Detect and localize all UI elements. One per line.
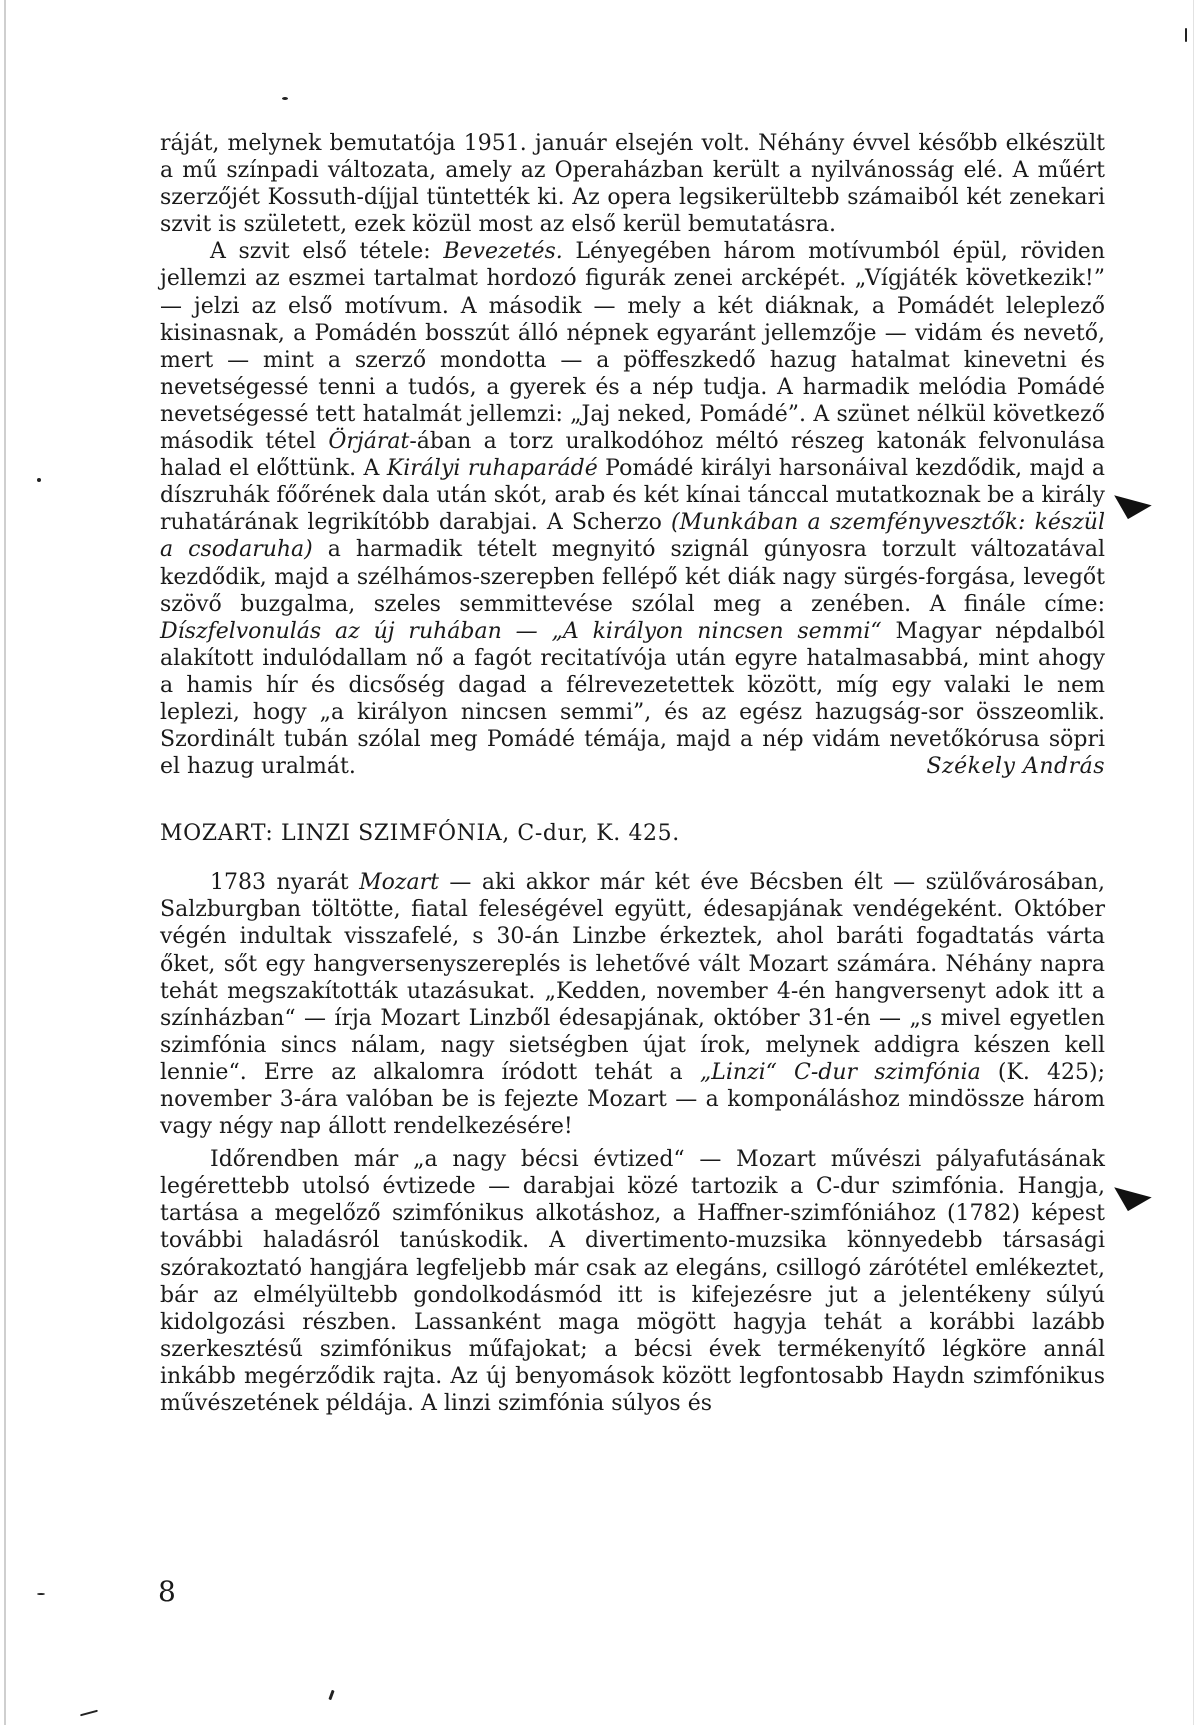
movement-title-finale: Díszfelvonulás az új ruhában — „A királyon nincsen semmi“ (160, 618, 882, 644)
movement-title-bevezetes: Bevezetés. (443, 239, 563, 265)
text-run: A szvit első tétele: (210, 239, 444, 265)
text-run: -ában a torz uralkodóhoz méltó részeg katonák felvonulása halad el előttünk. A (160, 429, 1105, 482)
text-run: a harmadik tételt megnyitó szignál gúnyosra torzult változatával kezdődik, majd a szélhámos-szerepben fellépő két diák nagy sürgés-forgása, levegőt szövő buzgalma, szeles semmittevése szólal meg a zenében. A finále címe: (160, 537, 1106, 617)
section-title: MOZART: LINZI SZIMFÓNIA, C-dur, K. 425. (160, 821, 680, 847)
work-title-linzi: „Linzi“ C-dur szimfónia (699, 1059, 981, 1085)
paragraph-suite-description (160, 238, 1105, 780)
scan-speck (37, 1593, 45, 1595)
scan-speck (282, 97, 288, 100)
movement-title-scherzo: (Munkában a szemfényvesztők: készül a csodaruha) (160, 510, 1105, 563)
scan-speck (1185, 28, 1187, 42)
scan-mark: ◣ (1109, 1165, 1155, 1216)
paragraph-opera-history: ráját, melynek bemutatója 1951. január elsején volt. Néhány évvel később elkészült a mű színpadi változata, amely az Operaházban került a nyilvánosság elé. A műért szerzőjét Kossuth-díjjal tüntették ki. Az opera legsikerültebb számaiból két zenekari szvit is született, ezek közül most az első kerül bemutatásra. (160, 131, 1105, 238)
scan-speck (37, 478, 41, 482)
movement-title-orjarat: Örjárat (328, 429, 410, 455)
page-number: 8 (158, 1575, 176, 1608)
composer-name: Mozart (359, 870, 439, 896)
text-run: Pomádé királyi harsonáival kezdődik, majd a díszruhák főőrének dala után skót, arab és két kínai tánccal mutatkoznak be a király ruhatárának legrikítóbb darabjai. A Scherzo (160, 456, 1105, 536)
text-run: (K. 425); november 3-ára valóban be is fejezte Mozart — a komponáláshoz mindössze három vagy négy nap állott rendelkezésére! (160, 1059, 1106, 1140)
text-column (160, 130, 1105, 1417)
movement-title-kiralyi-ruhaparade: Királyi ruhaparádé (386, 456, 598, 482)
paragraph-linz-analysis: Időrendben már „a nagy bécsi évtized“ — Mozart művészi pályafutásának legérettebb utolsó évtizede — darabjai közé tartozik a C-dur szimfónia. Hangja, tartása a megelőző szimfónikus alkotáshoz, a Haffner-szimfóniához (1782) képest további haladásról tanúskodik. A divertimento-muzsika könnyedebb társasági szórakoztató hangjára legfeljebb már csak az elegáns, csillogó zárótétel emlékeztet, bár az elmélyültebb gondolkodásmód itt is kifejezésre jut a jelentékeny súlyú kidolgozási részben. Lassanként maga mögött hagyja tehát a korábbi lazább szerkesztésű szimfónikus műfajokat; a bécsi évek termékenyítő légköre annál inkább megérződik rajta. Az új benyomások között legfontosabb Haydn szimfónikus művészetének példája. A linzi szimfónia súlyos és (160, 1147, 1105, 1417)
author-signature: Székely András (926, 754, 1105, 780)
text-run: Magyar népdalból alakított indulódallam nő a fagót recitatívója után egyre hatalmasabbá, mint ahogy a hamis hír és dicsőség dagad a félrevezetettek között, míg egy valaki le nem leplezi, hogy „a királyon nincsen semmi”, és az egész hazugság-sor összeomlik. Szordinált tubán szólal meg Pomádé témája, majd a nép vidám nevetőkórusa söpri el hazug uralmát. (160, 618, 1106, 780)
text-run: — aki akkor már két éve Bécsben élt — szülővárosában, Salzburgban töltötte, fiatal feleségével együtt, édesapjának vendégeként. Október végén indultak visszafelé, s 30-án Linzbe érkeztek, ahol baráti fogadtatás várta őket, sőt egy hangversenyszereplés is lehetővé vált Mozart számára. Néhány napra tehát megszakították utazásukat. „Kedden, november 4-én hangversenyt adok itt a színházban“ — írja Mozart Linzből édesapjának, október 31-én — „s mivel egyetlen szimfónia sincs nálam, nagy sietségben újat írok, melynek addigra készen kell lennie“. Erre az alkalomra íródott tehát a (160, 870, 1106, 1085)
text-run: 1783 nyarát (210, 870, 360, 896)
scan-mark: ◣ (1109, 473, 1155, 524)
text-run: Lényegében három motívumból épül, röviden jellemzi az eszmei tartalmat hordozó figurák zenei arcképét. „Vígjáték következik!” — jelzi az első motívum. A második — mely a két diáknak, a Pomádét leleplező kisinasnak, a Pomádén bosszút álló népnek egyaránt jellemzője — vidám és nevető, mert — mint a szerző mondotta — a pöffeszkedő hazug hatalmat kinevetni és nevetségessé tenni a tudós, a gyerek és a nép tudja. A harmadik melódia Pomádé nevetségessé tett hatalmát jellemzi: „Jaj neked, Pomádé”. A szünet nélkül következő második tétel (160, 239, 1106, 455)
paragraph-linz-history (160, 869, 1105, 1140)
